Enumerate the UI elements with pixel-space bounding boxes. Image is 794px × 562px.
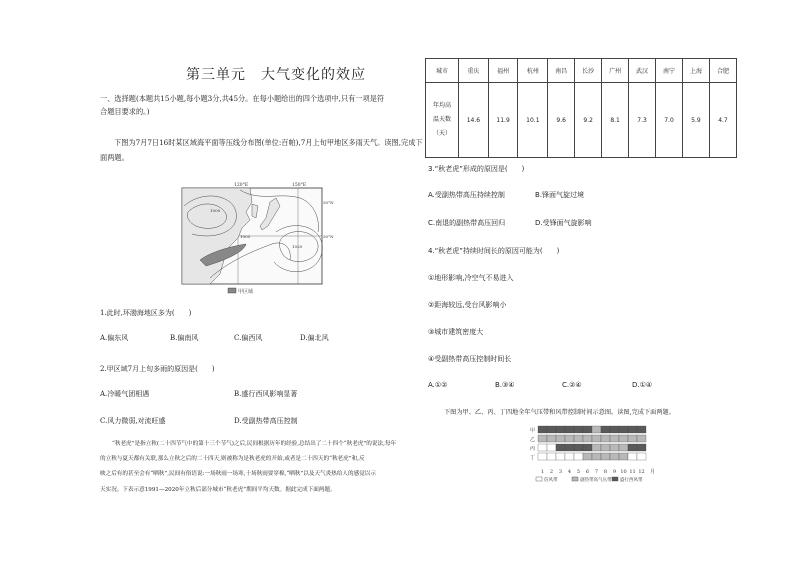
q4-option-c[interactable]: C.②④	[562, 381, 582, 389]
month-tick-label: 10	[620, 469, 627, 475]
q4-option-d[interactable]: D.①④	[632, 381, 653, 389]
isobar-label-1020: 1020	[292, 244, 303, 249]
belt-row-label: 乙	[530, 437, 536, 443]
month-tick-label: 1	[540, 469, 545, 475]
q4-option-a[interactable]: A.①②	[428, 381, 448, 389]
belt-cell	[583, 444, 592, 451]
passage2-line3: 映之后有的甚至会有“晒秋”,民间有俗语说:一场秋雨一场寒,十场秋雨要穿棉,“晒秋”以及天气炎热给人的感觉以示	[100, 471, 376, 477]
lat-label-30-top: 30°N	[323, 200, 334, 205]
table-header-cell: 长沙	[575, 59, 602, 83]
belt-cell	[538, 426, 547, 433]
legend-swatch-trade	[536, 477, 542, 481]
table-cell: 7.3	[629, 83, 656, 158]
belt-row-label: 丙	[530, 446, 536, 452]
belt-cell	[565, 453, 574, 460]
table-row-label: 年均高 温天数 （天）	[426, 83, 459, 158]
month-tick-label: 2	[549, 469, 554, 475]
legend-swatch-jia	[228, 288, 236, 293]
q2-option-b[interactable]: B.盛行西风影响显著	[234, 390, 298, 398]
belt-cell	[628, 453, 637, 460]
belt-cell	[628, 426, 637, 433]
table-cell: 9.2	[575, 83, 602, 158]
legend-label-jia: 甲区域	[238, 289, 254, 295]
table-cell: 9.6	[548, 83, 575, 158]
table-header-row	[426, 59, 737, 83]
month-tick-label: 9	[612, 469, 617, 475]
table-header-cell: 城市	[426, 59, 459, 83]
passage2-line4: 天实况。下表示意1991—2020年立秋后部分城市“秋老虎”期间平均天数。据此完成下面两题。	[100, 487, 336, 493]
page-title: 第三单元 大气变化的效应	[186, 67, 366, 83]
table-cell: 10.1	[518, 83, 548, 158]
belt-cell	[592, 426, 601, 433]
month-tick-label: 7	[594, 469, 599, 475]
passage2-line2: 的立秋与夏天都有关联,那么立秋之后的二十四天,则被称为是秋老虎的开始,或者是二十四天的“秋老虎”和,反	[100, 456, 365, 462]
belt-cell	[556, 453, 565, 460]
month-tick-label: 8	[603, 469, 608, 475]
q3-stem: 3.“秋老虎”形成的原因是( )	[428, 165, 525, 173]
belt-cell	[547, 426, 556, 433]
belt-row-label: 甲	[530, 428, 536, 434]
belt-cell	[538, 444, 547, 451]
belt-cell	[556, 426, 565, 433]
belt-cell	[601, 435, 610, 442]
city-data-table	[425, 58, 737, 158]
table-cell: 7.0	[656, 83, 683, 158]
passage2-line1: “秋老虎”是指立秋(二十四节气中的第十三个节气)之后,民间根据历年的经验,总结出了二十四个“秋老虎”的说法,每年	[112, 441, 397, 447]
passage1-line2: 面两题。	[100, 153, 129, 162]
month-tick-label: 3	[558, 469, 563, 475]
belt-cell	[583, 435, 592, 442]
q2-stem: 2.甲区域7月上旬多雨的原因是( )	[100, 365, 215, 373]
q3-option-a[interactable]: A.受副热带高压持续控制	[428, 191, 505, 199]
belt-cell	[628, 435, 637, 442]
belt-cell	[610, 435, 619, 442]
pressure-belt-chart	[528, 424, 658, 488]
lat-label-30: 30°N	[323, 234, 334, 239]
q4-item-3: ③城市建筑密度大	[428, 328, 484, 336]
month-tick-label: 6	[585, 469, 590, 475]
belt-cell	[637, 453, 646, 460]
month-tick-label: 4	[567, 469, 572, 475]
belt-row-label: 丁	[530, 455, 536, 461]
table-header-cell: 广州	[602, 59, 629, 83]
table-cell: 11.9	[488, 83, 518, 158]
passage3: 下图为甲、乙、丙、丁四地全年气压带和风带控制时间示意图。读图,完成下面两题。	[444, 409, 675, 416]
q1-option-b[interactable]: B.偏南风	[170, 334, 199, 342]
isobar-map	[180, 182, 336, 302]
q1-option-d[interactable]: D.偏北风	[300, 334, 329, 342]
belt-cell	[601, 444, 610, 451]
q1-option-a[interactable]: A.偏东风	[100, 334, 129, 342]
isobar-label-1005: 1005	[240, 234, 251, 239]
belt-cell	[574, 426, 583, 433]
belt-cell	[538, 453, 547, 460]
q1-stem: 1.此时,环渤海地区多为( )	[100, 309, 192, 317]
q4-stem: 4.“秋老虎”持续时间长的原因可能为( )	[428, 247, 560, 255]
belt-cell	[565, 435, 574, 442]
table-header-cell: 杭州	[518, 59, 548, 83]
q3-option-d[interactable]: D.受锋面气旋影响	[535, 219, 592, 227]
table-cell: 14.6	[459, 83, 489, 158]
belt-cell	[592, 444, 601, 451]
table-header-cell: 合肥	[709, 59, 736, 83]
belt-cell	[547, 435, 556, 442]
month-tick-label: 11	[629, 469, 636, 475]
table-header-cell: 南宁	[656, 59, 683, 83]
lon-label-120: 120°E	[234, 183, 249, 188]
belt-cell	[556, 444, 565, 451]
table-row	[426, 83, 737, 158]
section-intro-line2: 合题目要求的。)	[100, 107, 150, 116]
belt-cell	[556, 435, 565, 442]
belt-cell	[610, 444, 619, 451]
belt-cell	[610, 453, 619, 460]
table-header-cell: 重庆	[459, 59, 489, 83]
belt-cell	[619, 435, 628, 442]
belt-cell	[619, 426, 628, 433]
belt-cell	[619, 453, 628, 460]
table-cell: 8.1	[602, 83, 629, 158]
table-header-cell: 福州	[488, 59, 518, 83]
q2-option-c[interactable]: C.风力微弱,对流旺盛	[100, 417, 166, 425]
table-cell: 5.9	[682, 83, 709, 158]
belt-cell	[637, 426, 646, 433]
legend-label-westerly: 盛行西风带	[620, 478, 643, 483]
q2-option-a[interactable]: A.冷暖气团相遇	[100, 390, 150, 398]
section-intro-line1: 一、选择题(本题共15小题,每小题3分,共45分。在每小题给出的四个选项中,只有一项是符	[100, 94, 385, 103]
belt-cell	[538, 435, 547, 442]
belt-cell	[637, 435, 646, 442]
q4-item-4: ④受副热带高压控制时间长	[428, 355, 512, 363]
belt-cell	[628, 444, 637, 451]
legend-label-trade: 信风带	[544, 478, 558, 483]
q2-option-d[interactable]: D.受副热带高压控制	[234, 417, 298, 425]
table-header-cell: 武汉	[629, 59, 656, 83]
legend-swatch-westerly	[612, 477, 618, 481]
q1-option-c[interactable]: C.偏西风	[234, 334, 263, 342]
legend-label-subtropical: 副热带高气压带	[580, 478, 612, 483]
belt-cell	[601, 426, 610, 433]
belt-cell	[583, 453, 592, 460]
q3-option-c[interactable]: C.南退的副热带高压回归	[428, 219, 506, 227]
belt-cell	[592, 435, 601, 442]
table-cell: 4.7	[709, 83, 736, 158]
belt-cell	[565, 444, 574, 451]
belt-cell	[574, 435, 583, 442]
q3-option-b[interactable]: B.锋面气旋过境	[535, 191, 585, 199]
belt-cell	[637, 444, 646, 451]
q4-option-b[interactable]: B.③④	[495, 381, 515, 389]
legend-swatch-subtropical	[572, 477, 578, 481]
passage1-line1: 下图为7月7日16时某区域海平面等压线分布图(单位:百帕),7月上旬甲地区多雨天气。读图,完成下	[114, 138, 423, 147]
belt-cell	[547, 453, 556, 460]
belt-cell	[547, 444, 556, 451]
belt-cell	[574, 444, 583, 451]
table-header-cell: 上海	[682, 59, 709, 83]
belt-cell	[574, 453, 583, 460]
month-tick-label: 5	[576, 469, 581, 475]
q4-item-2: ②距海较远,受台风影响小	[428, 301, 507, 309]
belt-cell	[610, 426, 619, 433]
belt-cell	[619, 444, 628, 451]
lon-label-150: 150°E	[292, 183, 307, 188]
table-header-cell: 南昌	[548, 59, 575, 83]
belt-cell	[601, 453, 610, 460]
q4-item-1: ①地形影响,冷空气不易进入	[428, 274, 514, 282]
belt-cell	[592, 453, 601, 460]
month-tick-label: 12	[638, 469, 645, 475]
belt-cell	[583, 426, 592, 433]
month-unit-label: 月	[650, 469, 656, 475]
isobar-label-1000: 1000	[210, 208, 221, 213]
belt-cell	[565, 426, 574, 433]
